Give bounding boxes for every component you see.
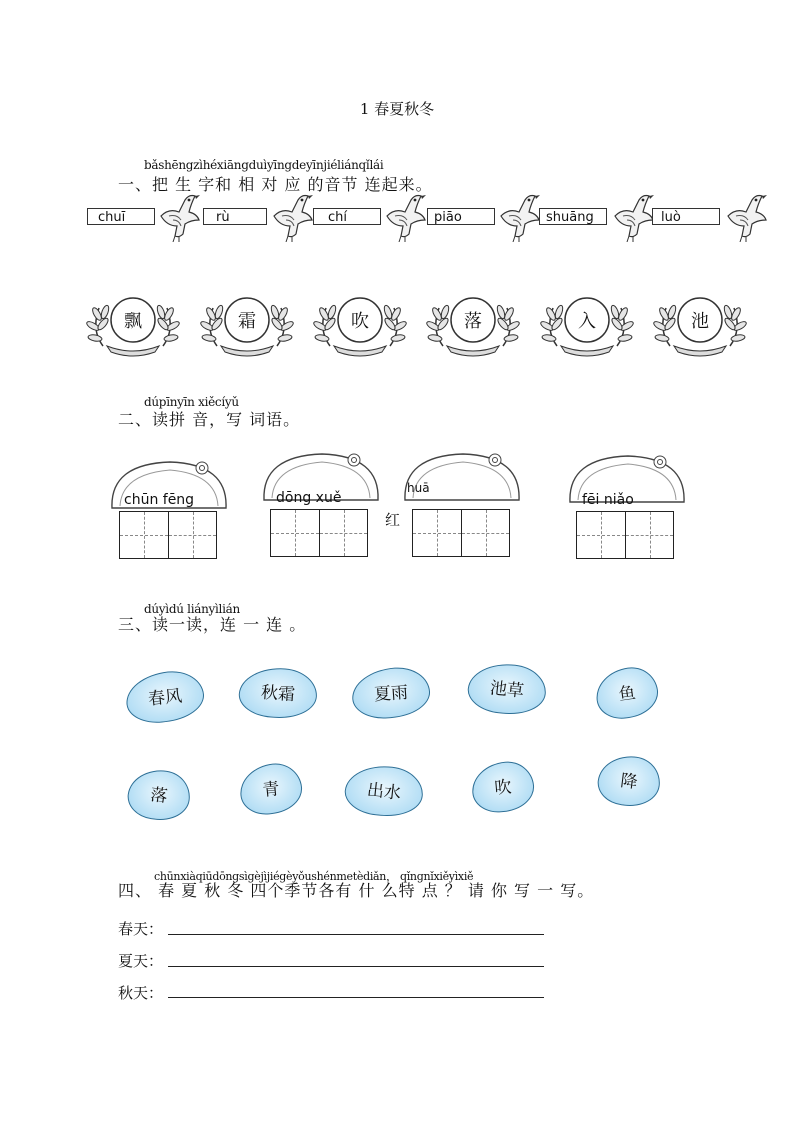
character-5[interactable]: 入 (578, 311, 596, 332)
word-leaf-5[interactable]: 鱼 (593, 664, 661, 722)
syllable-box-1[interactable]: chuī (87, 208, 155, 225)
summer-label: 夏天： (118, 952, 164, 970)
spring-label: 春天： (118, 920, 164, 938)
section4-pinyin: chūnxiàqiūdōngsìgèjìjiégèyǒushénmetèdiǎn， qǐngnǐxiěyìxiě (154, 870, 474, 883)
section1-pinyin: bǎshēngzìhéxiāngduìyīngdeyīnjiéliánqǐlái (144, 158, 384, 172)
section4-title: 四、 春 夏 秋 冬 四个季节各有 什 么特 点 ？ 请 你 写 一 写。 (118, 881, 595, 900)
character-6[interactable]: 池 (691, 311, 709, 332)
writing-grid-3[interactable] (412, 509, 510, 557)
page-title: 1 春夏秋冬 (359, 100, 435, 118)
section3-title: 三、读一读，连 一 连 。 (118, 615, 307, 634)
autumn-answer-line[interactable] (168, 997, 544, 998)
word-leaf-4[interactable]: 池草 (466, 660, 549, 718)
house-pinyin-2: dōng xuě (276, 490, 342, 506)
syllable-box-2[interactable]: rù (203, 208, 267, 225)
bird-icon (495, 190, 541, 242)
spring-answer-line[interactable] (168, 934, 544, 935)
writing-grid-1[interactable] (119, 511, 217, 559)
house-pinyin-3: huā (407, 481, 430, 495)
house-pinyin-4: fēi niǎo (582, 492, 634, 508)
word-leaf-2[interactable]: 秋霜 (237, 665, 318, 720)
word-leaf-3[interactable]: 夏雨 (350, 665, 431, 720)
syllable-box-4[interactable]: piāo (427, 208, 495, 225)
writing-grid-2[interactable] (270, 509, 368, 557)
bird-icon (268, 190, 314, 242)
word-leaf-6[interactable]: 落 (125, 766, 193, 824)
syllable-box-3[interactable]: chí (313, 208, 381, 225)
bird-icon (722, 190, 768, 242)
character-1[interactable]: 飘 (124, 311, 142, 332)
section2-title: 二、读拼 音，写 词语。 (118, 410, 301, 429)
syllable-box-6[interactable]: luò (652, 208, 720, 225)
summer-answer-line[interactable] (168, 966, 544, 967)
syllable-box-5[interactable]: shuāng (539, 208, 607, 225)
character-3[interactable]: 吹 (351, 311, 369, 332)
character-2[interactable]: 霜 (238, 311, 256, 332)
writing-grid-4[interactable] (576, 511, 674, 559)
word-leaf-10[interactable]: 降 (595, 752, 663, 809)
word-leaf-7[interactable]: 青 (238, 761, 305, 817)
bird-icon (155, 190, 201, 242)
word-leaf-8[interactable]: 出水 (343, 762, 426, 820)
section2-pinyin: dúpīnyīn xiěcíyǔ (144, 395, 239, 409)
bird-icon (609, 190, 655, 242)
autumn-label: 秋天： (118, 984, 164, 1002)
word-leaf-9[interactable]: 吹 (470, 759, 536, 814)
given-character: 红 (385, 511, 401, 529)
house-pinyin-1: chūn fēng (124, 492, 195, 508)
section1-title: 一、把 生 字和 相 对 应 的音节 连起来。 (118, 175, 433, 194)
bird-icon (381, 190, 427, 242)
word-leaf-1[interactable]: 春风 (124, 668, 207, 726)
character-4[interactable]: 落 (464, 311, 482, 332)
section3-pinyin: dúyìdú liányìlián (144, 602, 240, 616)
